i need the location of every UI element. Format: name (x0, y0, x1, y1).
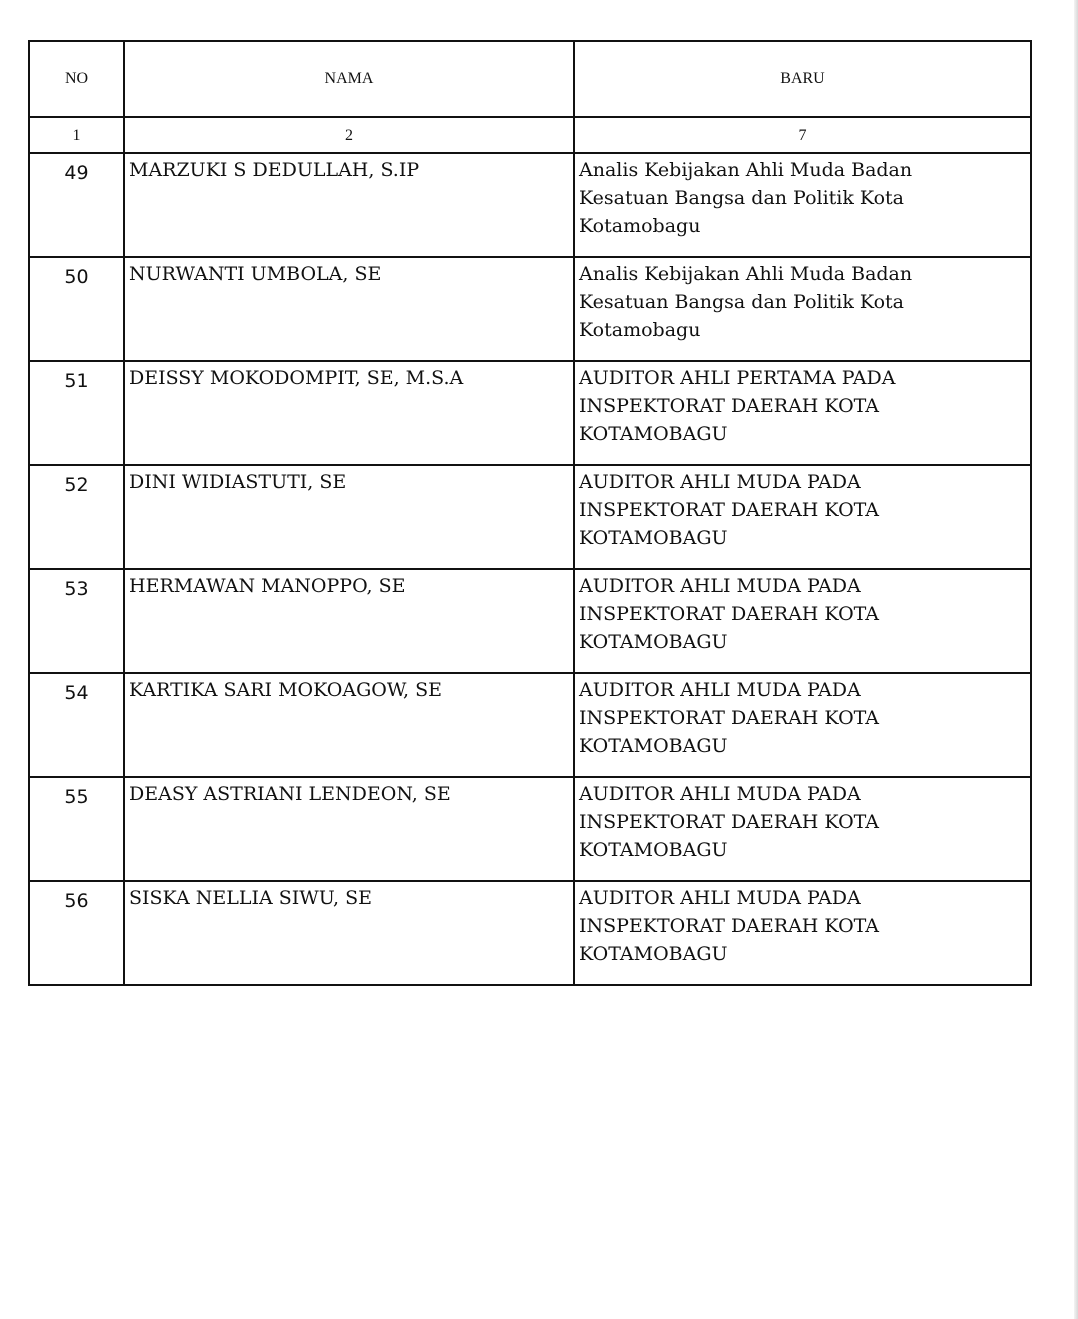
column-index-baru: 7 (798, 127, 807, 144)
row-no-cell (29, 881, 124, 985)
column-index-nama-cell (124, 117, 574, 153)
employee-position-table (28, 40, 1032, 986)
row-nama-cell (124, 673, 574, 777)
row-nama: KARTIKA SARI MOKOAGOW, SE (129, 679, 443, 701)
row-nama-cell (124, 153, 574, 257)
row-baru: Analis Kebijakan Ahli Muda Badan Kesatuan Bangsa dan Politik Kota Kotamobagu (579, 263, 913, 341)
row-nama-cell (124, 881, 574, 985)
table-header-row (29, 41, 1031, 117)
header-baru-cell (574, 41, 1031, 117)
row-no-cell (29, 257, 124, 361)
row-baru: AUDITOR AHLI MUDA PADA INSPEKTORAT DAERAH KOTA KOTAMOBAGU (579, 679, 880, 757)
row-baru-cell (574, 153, 1031, 257)
row-no-cell (29, 673, 124, 777)
header-baru: BARU (780, 70, 825, 87)
row-baru-cell (574, 361, 1031, 465)
row-baru: Analis Kebijakan Ahli Muda Badan Kesatuan Bangsa dan Politik Kota Kotamobagu (579, 159, 913, 237)
column-index-row (29, 117, 1031, 153)
table-row (29, 569, 1031, 673)
row-nama-cell (124, 777, 574, 881)
column-index-no-cell (29, 117, 124, 153)
table-row (29, 777, 1031, 881)
row-nama-cell (124, 465, 574, 569)
table-row (29, 153, 1031, 257)
row-baru: AUDITOR AHLI PERTAMA PADA INSPEKTORAT DAERAH KOTA KOTAMOBAGU (579, 367, 896, 445)
row-no: 53 (64, 578, 89, 600)
row-nama-cell (124, 257, 574, 361)
row-nama: DINI WIDIASTUTI, SE (129, 471, 347, 493)
row-baru-cell (574, 673, 1031, 777)
row-baru-cell (574, 569, 1031, 673)
row-no: 55 (64, 786, 89, 808)
column-index-baru-cell (574, 117, 1031, 153)
row-nama-cell (124, 569, 574, 673)
row-baru: AUDITOR AHLI MUDA PADA INSPEKTORAT DAERAH KOTA KOTAMOBAGU (579, 471, 880, 549)
header-nama: NAMA (324, 70, 374, 87)
row-nama-cell (124, 361, 574, 465)
row-nama: DEISSY MOKODOMPIT, SE, M.S.A (129, 367, 464, 389)
row-no-cell (29, 465, 124, 569)
row-no-cell (29, 361, 124, 465)
row-no: 52 (64, 474, 89, 496)
row-baru: AUDITOR AHLI MUDA PADA INSPEKTORAT DAERAH KOTA KOTAMOBAGU (579, 887, 880, 965)
table-row (29, 673, 1031, 777)
column-index-no: 1 (72, 127, 81, 144)
row-no-cell (29, 153, 124, 257)
row-baru-cell (574, 881, 1031, 985)
page-edge-shadow (1074, 0, 1078, 1319)
row-baru: AUDITOR AHLI MUDA PADA INSPEKTORAT DAERAH KOTA KOTAMOBAGU (579, 783, 880, 861)
row-nama: DEASY ASTRIANI LENDEON, SE (129, 783, 451, 805)
row-baru-cell (574, 777, 1031, 881)
row-no: 54 (64, 682, 89, 704)
table-row (29, 465, 1031, 569)
row-no: 51 (64, 370, 89, 392)
row-baru-cell (574, 257, 1031, 361)
row-nama: SISKA NELLIA SIWU, SE (129, 887, 373, 909)
row-no-cell (29, 777, 124, 881)
table-row (29, 361, 1031, 465)
row-nama: HERMAWAN MANOPPO, SE (129, 575, 406, 597)
column-index-nama: 2 (345, 127, 353, 144)
header-no-cell (29, 41, 124, 117)
row-no: 50 (64, 266, 89, 288)
row-no: 49 (64, 162, 89, 184)
row-baru: AUDITOR AHLI MUDA PADA INSPEKTORAT DAERAH KOTA KOTAMOBAGU (579, 575, 880, 653)
header-no: NO (64, 70, 89, 87)
row-no-cell (29, 569, 124, 673)
row-nama: NURWANTI UMBOLA, SE (129, 263, 382, 285)
row-no: 56 (64, 890, 89, 912)
table-row (29, 881, 1031, 985)
row-nama: MARZUKI S DEDULLAH, S.IP (129, 159, 420, 181)
header-nama-cell (124, 41, 574, 117)
table-row (29, 257, 1031, 361)
row-baru-cell (574, 465, 1031, 569)
